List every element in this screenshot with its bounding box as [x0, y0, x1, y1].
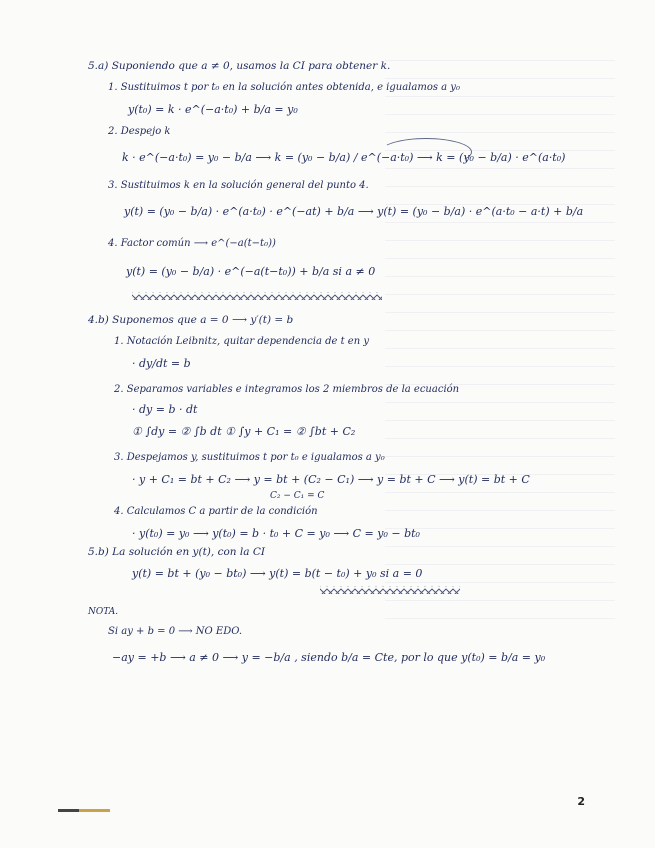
equation-b2-integrals: ① ∫dy = ② ∫b dt ① ∫y + C₁ = ② ∫bt + C₂	[132, 425, 356, 438]
wavy-underline	[132, 292, 382, 300]
step-b2-text: 2. Separamos variables e integramos los 2 miembros de la ecuación	[114, 384, 460, 395]
constant-note: C₂ − C₁ = C	[270, 491, 325, 501]
wavy-underline-2	[320, 586, 460, 594]
section-5b-heading: 5.b) La solución en y(t), con la CI	[88, 546, 266, 558]
step-4-text: 4. Factor común ⟶ e^(−a(t−t₀))	[108, 238, 276, 249]
equation-2: k · e^(−a·t₀) = y₀ − b/a ⟶ k = (y₀ − b/a) / e^(−a·t₀) ⟶ k = (y₀ − b/a) · e^(a·t₀)	[122, 151, 566, 164]
section-4b-heading: 4.b) Suponemos que a = 0 ⟶ y′(t) = b	[88, 314, 294, 326]
section-5a-heading: 5.a) Suponiendo que a ≠ 0, usamos la CI para obtener k.	[88, 60, 391, 72]
equation-b2: · dy = b · dt	[132, 403, 198, 416]
equation-3: y(t) = (y₀ − b/a) · e^(a·t₀) · e^(−at) + b/a ⟶ y(t) = (y₀ − b/a) · e^(a·t₀ − a·t) + b/a	[124, 205, 584, 218]
equation-4-result: y(t) = (y₀ − b/a) · e^(−a(t−t₀)) + b/a si a ≠ 0	[126, 265, 376, 278]
step-2-text: 2. Despejo k	[108, 126, 171, 137]
equation-5b: y(t) = bt + (y₀ − bt₀) ⟶ y(t) = b(t − t₀) + y₀ si a = 0	[132, 567, 423, 580]
hand-arc	[380, 138, 472, 166]
page-number: 2	[577, 795, 585, 808]
scanner-mark	[58, 809, 110, 812]
step-b1-text: 1. Notación Leibnitz, quitar dependencia de t en y	[114, 336, 369, 347]
equation-b4: · y(t₀) = y₀ ⟶ y(t₀) = b · t₀ + C = y₀ ⟶ C = y₀ − bt₀	[132, 527, 420, 540]
note-line-1: Si ay + b = 0 ⟶ NO EDO.	[108, 626, 243, 637]
step-b3-text: 3. Despejamos y, sustituimos t por t₀ e igualamos a y₀	[114, 452, 385, 463]
step-1-text: 1. Sustituimos t por t₀ en la solución antes obtenida, e igualamos a y₀	[108, 82, 460, 93]
note-line-2: −ay = +b ⟶ a ≠ 0 ⟶ y = −b/a , siendo b/a = Cte, por lo que y(t₀) = b/a = y₀	[112, 651, 546, 664]
equation-b3: · y + C₁ = bt + C₂ ⟶ y = bt + (C₂ − C₁) ⟶ y = bt + C ⟶ y(t) = bt + C	[132, 473, 530, 486]
equation-1: y(t₀) = k · e^(−a·t₀) + b/a = y₀	[128, 103, 298, 116]
equation-b1: · dy/dt = b	[132, 357, 191, 370]
step-b4-text: 4. Calculamos C a partir de la condición	[114, 506, 318, 517]
step-3-text: 3. Sustituimos k en la solución general del punto 4.	[108, 180, 369, 191]
note-heading: NOTA.	[88, 607, 119, 617]
